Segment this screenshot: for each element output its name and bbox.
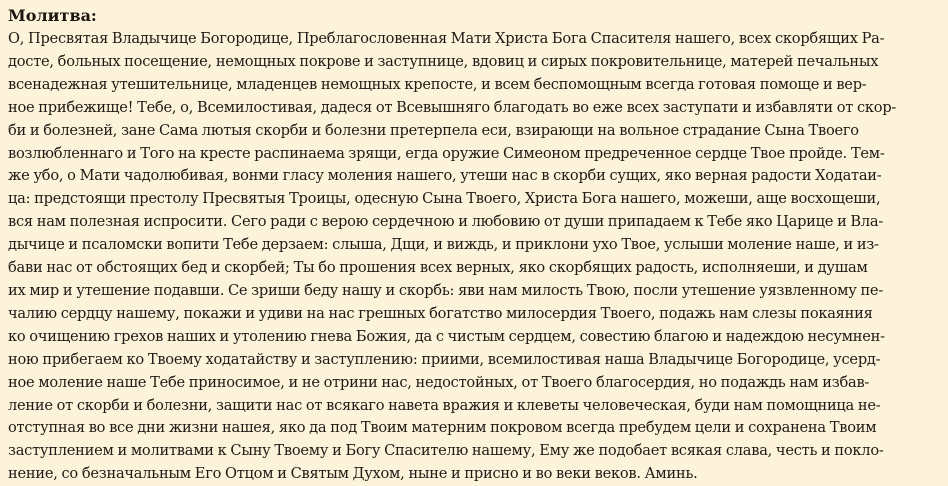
prayer-line: же убо, о Мати чадолюбивая, вонми гласу моления нашего, утеши нас в скорби сущих, яко верная радости Ходатаи- <box>8 167 882 185</box>
prayer-body <box>8 28 940 486</box>
prayer-line: дычице и псаломски вопити Тебе дерзаем: слыша, Дщи, и виждь, и приклони ухо Твое, услыши моление наше, и из- <box>8 236 879 254</box>
prayer-line: О, Пресвятая Владычице Богородице, Преблагословенная Мати Христа Бога Спасителя нашего, всех скорбящих Ра- <box>8 30 885 47</box>
prayer-line: бави нас от обстоящих бед и скорбей; Ты бо прошения всех верных, яко скорбящих радость, исполняеши, и душам <box>8 259 868 277</box>
prayer-line: ное прибежище! Тебе, о, Всемилостивая, дадеся от Всевышняго благодать во еже всех заступати и избавляти от скор- <box>8 98 897 116</box>
prayer-line: возлюбленнаго и Того на кресте распинаема зрящи, егда оружие Симеоном предреченное сердце Твое пройде. Тем- <box>8 144 885 162</box>
prayer-line: би и болезней, зане Сама лютыя скорби и болезни претерпела еси, взирающи на вольное страдание Сына Твоего <box>8 121 859 139</box>
prayer-line: ление от скорби и болезни, защити нас от всякаго навета вражия и клеветы человеческая, буди нам помощница не- <box>8 396 881 414</box>
prayer-line: ко очищению грехов наших и утолению гнева Божия, да с чистым сердцем, совестию благою и надеждою несумнен- <box>8 327 885 345</box>
prayer-line: заступлением и молитвами к Сыну Твоему и Богу Спасителю нашему, Ему же подобает всякая слава, честь и покло- <box>8 442 884 460</box>
prayer-line: нение, со безначальным Его Отцом и Святым Духом, ныне и присно и во веки веков. Аминь. <box>8 465 698 483</box>
prayer-line: всенадежная утешительнице, младенцев немощных крепосте, и всем беспомощным всегда готовая помоще и вер- <box>8 75 867 93</box>
prayer-line: чалию сердцу нашему, покажи и удиви на нас грешных богатство милосердия Твоего, подажь нам слезы покаяния <box>8 304 873 322</box>
prayer-line: ною прибегаем ко Твоему ходатайству и заступлению: приими, всемилостивая наша Владычице Богородице, усерд- <box>8 350 881 368</box>
prayer-line: ное моление наше Тебе приносимое, и не отрини нас, недостойных, от Твоего благосердия, но подаждь нам избав- <box>8 373 870 391</box>
prayer-line: отступная во все дни жизни нашея, яко да под Твоим матерним покровом всегда пребудем цели и сохранена Твоим <box>8 419 877 437</box>
prayer-line: вся нам полезная испросити. Сего ради с верою сердечною и любовию от души припадаем к Тебе яко Царице и Вла- <box>8 213 884 231</box>
prayer-heading: Молитва: <box>8 6 97 25</box>
prayer-line: их мир и утешение подавши. Се зриши беду нашу и скорбь: яви нам милость Твою, посли утешение уязвленному пе- <box>8 281 884 299</box>
prayer-line: ца: предстоящи престолу Пресвятыя Троицы, одесную Сына Твоего, Христа Бога нашего, можеши, аще восхощеши, <box>8 190 881 208</box>
prayer-line: досте, больных посещение, немощных покрове и заступнице, вдовиц и сирых покровительнице, матерей печальных <box>8 52 879 70</box>
